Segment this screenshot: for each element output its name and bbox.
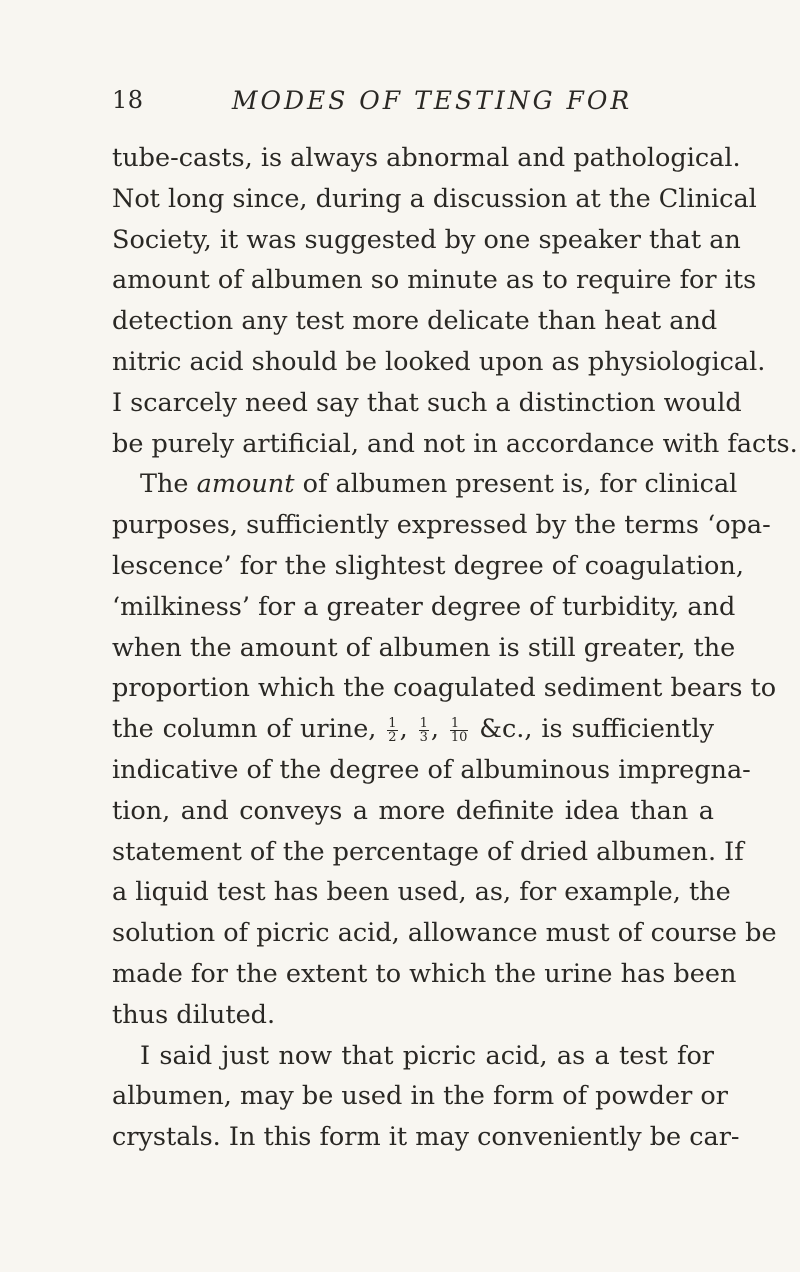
text-line: when the amount of albumen is still greater, the — [112, 632, 736, 663]
body-text — [112, 138, 798, 1158]
text-line: be purely artificial, and not in accordance with facts. — [112, 428, 798, 459]
text-line: a liquid test has been used, as, for example, the — [112, 877, 731, 908]
text-line: I said just now that picric acid, as a test for — [140, 1040, 714, 1071]
text-line-fractions: the column of urine, $\frac{1}{2}$ , $\frac{1}{3}$ , $\frac{1}{10}$ &c., is sufficiently — [112, 714, 715, 745]
text-line: nitric acid should be looked upon as physiological. — [112, 346, 766, 377]
text-line: crystals. In this form it may conveniently be car- — [112, 1122, 740, 1153]
text-line: purposes, sufficiently expressed by the terms ‘opa- — [112, 510, 771, 541]
fraction — [387, 717, 397, 744]
text-line: statement of the percentage of dried albumen. If — [112, 836, 744, 867]
fraction-denominator: 2 — [388, 729, 397, 745]
text-line: detection any test more delicate than heat and — [112, 306, 718, 337]
page-header — [112, 86, 712, 116]
text-line: I scarcely need say that such a distinction would — [112, 387, 742, 418]
text-line: tion, and conveys a more definite idea than a — [112, 795, 714, 826]
text-line: Not long since, during a discussion at the Clinical — [112, 183, 757, 214]
page-number: 18 — [112, 86, 144, 114]
fraction — [450, 717, 469, 744]
running-head: MODES OF TESTING FOR — [231, 86, 633, 115]
text-line: Society, it was suggested by one speaker that an — [112, 224, 741, 255]
text-line: thus diluted. — [112, 999, 276, 1030]
text-segment: the column of urine, — [112, 714, 377, 745]
text-line: made for the extent to which the urine has been — [112, 958, 737, 989]
fraction-denominator: 3 — [419, 729, 428, 745]
fraction-numerator: 1 — [450, 717, 469, 731]
text-segment: The — [140, 469, 197, 500]
text-line — [112, 464, 738, 505]
text-segment: of albumen present is, for clinical — [294, 469, 738, 500]
text-line: proportion which the coagulated sediment bears to — [112, 673, 777, 704]
text-line: indicative of the degree of albuminous impregna- — [112, 754, 751, 785]
text-line: lescence’ for the slightest degree of coagulation, — [112, 550, 744, 581]
text-line: amount of albumen so minute as to require for its — [112, 265, 757, 296]
text-line: solution of picric acid, allowance must of course be — [112, 918, 777, 949]
text-line: albumen, may be used in the form of powder or — [112, 1081, 728, 1112]
fraction — [419, 717, 429, 744]
text-line: tube-casts, is always abnormal and pathological. — [112, 143, 741, 173]
fraction-denominator: 10 — [450, 729, 468, 745]
text-line: ‘milkiness’ for a greater degree of turbidity, and — [112, 591, 736, 622]
emphasis-text: amount — [196, 469, 295, 500]
fraction-numerator: 1 — [388, 715, 397, 731]
fraction-numerator: 1 — [419, 715, 428, 731]
text-segment: &c., is sufficiently — [479, 714, 715, 745]
